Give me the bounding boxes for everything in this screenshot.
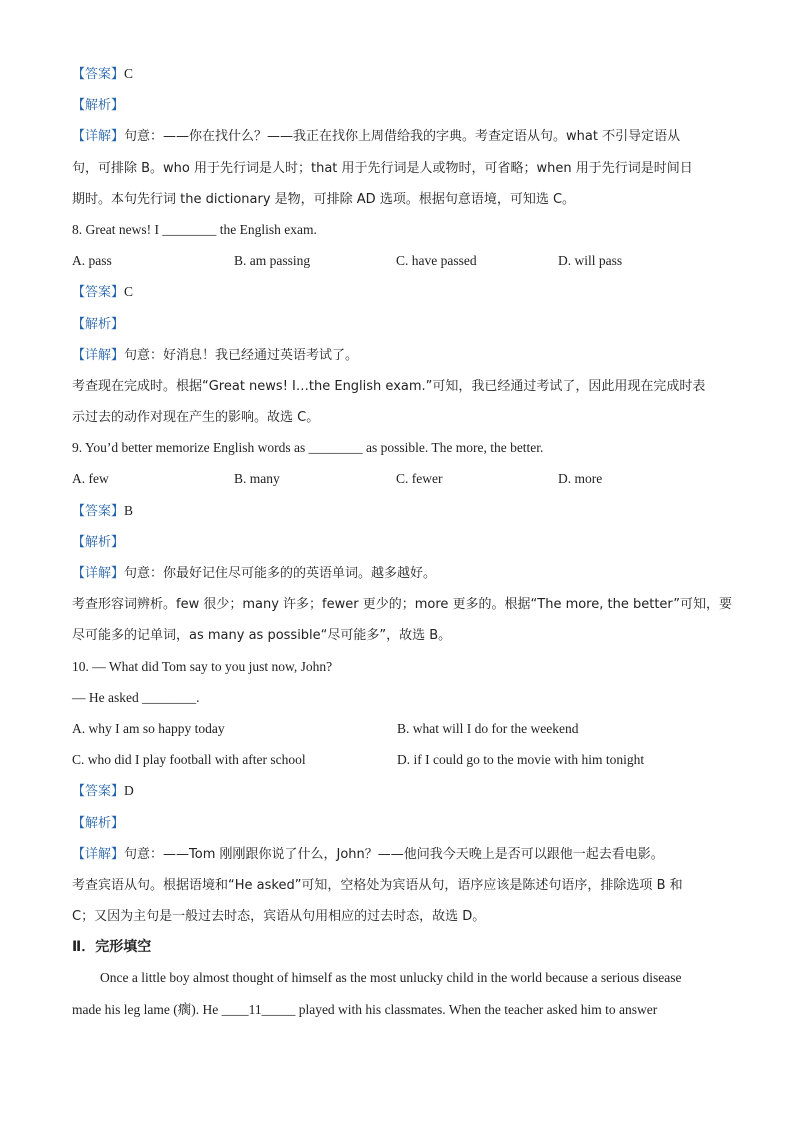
detail-line	[72, 120, 722, 151]
answer-tag: 【答案】	[72, 784, 125, 800]
answer-value: C	[124, 284, 134, 300]
option: A. few	[72, 471, 109, 487]
passage-line	[72, 962, 722, 993]
question-text: 10. — What did Tom say to you just now, John?	[72, 658, 333, 674]
answer-line	[72, 775, 722, 806]
explanation-line	[72, 401, 722, 432]
document-page	[72, 58, 733, 1025]
option: D. will pass	[558, 253, 623, 269]
option: D. more	[558, 471, 603, 487]
answer-line	[72, 58, 722, 89]
question-line	[72, 651, 722, 682]
detail-line	[72, 557, 722, 588]
option: B. am passing	[234, 253, 311, 269]
question-line	[72, 214, 722, 245]
explanation-text: 考查宾语从句。根据语境和“He asked”可知，空格处为宾语从句，语序应该是陈述句语序，排除选项 B 和	[72, 877, 683, 893]
options-row	[72, 463, 722, 494]
explanation-line	[72, 588, 733, 619]
answer-value: B	[124, 502, 134, 518]
explanation-line	[72, 183, 722, 214]
answer-tag: 【答案】	[72, 67, 125, 82]
explanation-text: 考查现在完成时。根据“Great news! I…the English exam.”可知，我已经通过考试了，因此用现在完成时表	[72, 378, 706, 394]
analysis-tag: 【解析】	[72, 815, 125, 831]
detail-text: 句意：好消息！我已经通过英语考试了。	[124, 347, 359, 363]
explanation-line	[72, 619, 722, 650]
explanation-text: 尽可能多的记单词，as many as possible“尽可能多”，故选 B。	[72, 628, 452, 644]
section-title: Ⅱ．完形填空	[72, 939, 152, 956]
question-line	[72, 994, 722, 1025]
explanation-text: 示过去的动作对现在产生的影响。故选 C。	[72, 410, 320, 426]
detail-tag: 【详解】	[72, 129, 125, 145]
analysis-heading	[72, 308, 722, 339]
answer-tag: 【答案】	[72, 285, 125, 301]
explanation-text: 考查形容词辨析。few 很少；many 许多；fewer 更少的；more 更多的。根据“The more, the better”可知，要	[72, 597, 733, 613]
question-text: made his leg lame (瘸). He ____11_____ played with his classmates. When the teacher asked him to answer	[72, 1001, 658, 1017]
detail-text: 句意：——Tom 刚刚跟你说了什么，John？——他问我今天晚上是否可以跟他一起去看电影。	[124, 846, 664, 862]
options-row	[72, 245, 722, 276]
explanation-line	[72, 900, 722, 931]
question-text: 9. You’d better memorize English words as ________ as possible. The more, the better.	[72, 440, 544, 456]
answer-value: C	[124, 66, 134, 81]
explanation-line	[72, 152, 722, 183]
detail-tag: 【详解】	[72, 347, 125, 363]
detail-line	[72, 838, 722, 869]
detail-text: 句意：你最好记住尽可能多的的英语单词。越多越好。	[124, 566, 437, 581]
options-row	[72, 713, 722, 744]
detail-line	[72, 339, 722, 370]
analysis-tag: 【解析】	[72, 316, 125, 332]
option: C. have passed	[396, 253, 477, 269]
analysis-heading	[72, 526, 722, 557]
question-text: 8. Great news! I ________ the English exam.	[72, 221, 317, 237]
question-text: — He asked ________.	[72, 689, 200, 705]
answer-line	[72, 495, 722, 526]
question-line	[72, 432, 722, 463]
answer-value: D	[124, 783, 134, 799]
analysis-tag: 【解析】	[72, 98, 125, 114]
explanation-text: 句，可排除 B。who 用于先行词是人时；that 用于先行词是人或物时，可省略；when 用于先行词是时间日	[72, 160, 693, 176]
analysis-tag: 【解析】	[72, 534, 125, 550]
question-line	[72, 682, 722, 713]
detail-text: 句意：——你在找什么？——我正在找你上周借给我的字典。考查定语从句。what 不引导定语从	[124, 129, 681, 145]
explanation-text: C；又因为主句是一般过去时态，宾语从句用相应的过去时态，故选 D。	[72, 909, 486, 925]
explanation-text: 期时。本句先行词 the dictionary 是物，可排除 AD 选项。根据句意语境，可知选 C。	[72, 191, 576, 207]
section-heading	[72, 931, 722, 962]
option: A. why I am so happy today	[72, 720, 225, 736]
analysis-heading	[72, 89, 722, 120]
explanation-line	[72, 370, 722, 401]
answer-line	[72, 276, 722, 307]
analysis-heading	[72, 807, 722, 838]
detail-tag: 【详解】	[72, 566, 125, 581]
option: A. pass	[72, 253, 112, 269]
passage-text: Once a little boy almost thought of himself as the most unlucky child in the world because a serious disease	[100, 970, 682, 986]
answer-tag: 【答案】	[72, 503, 125, 519]
option: C. who did I play football with after school	[72, 752, 306, 768]
option: B. what will I do for the weekend	[397, 720, 579, 736]
options-row	[72, 744, 722, 775]
option: B. many	[234, 471, 280, 487]
option: C. fewer	[396, 471, 443, 487]
detail-tag: 【详解】	[72, 846, 125, 862]
option: D. if I could go to the movie with him tonight	[397, 752, 645, 768]
explanation-line	[72, 869, 722, 900]
